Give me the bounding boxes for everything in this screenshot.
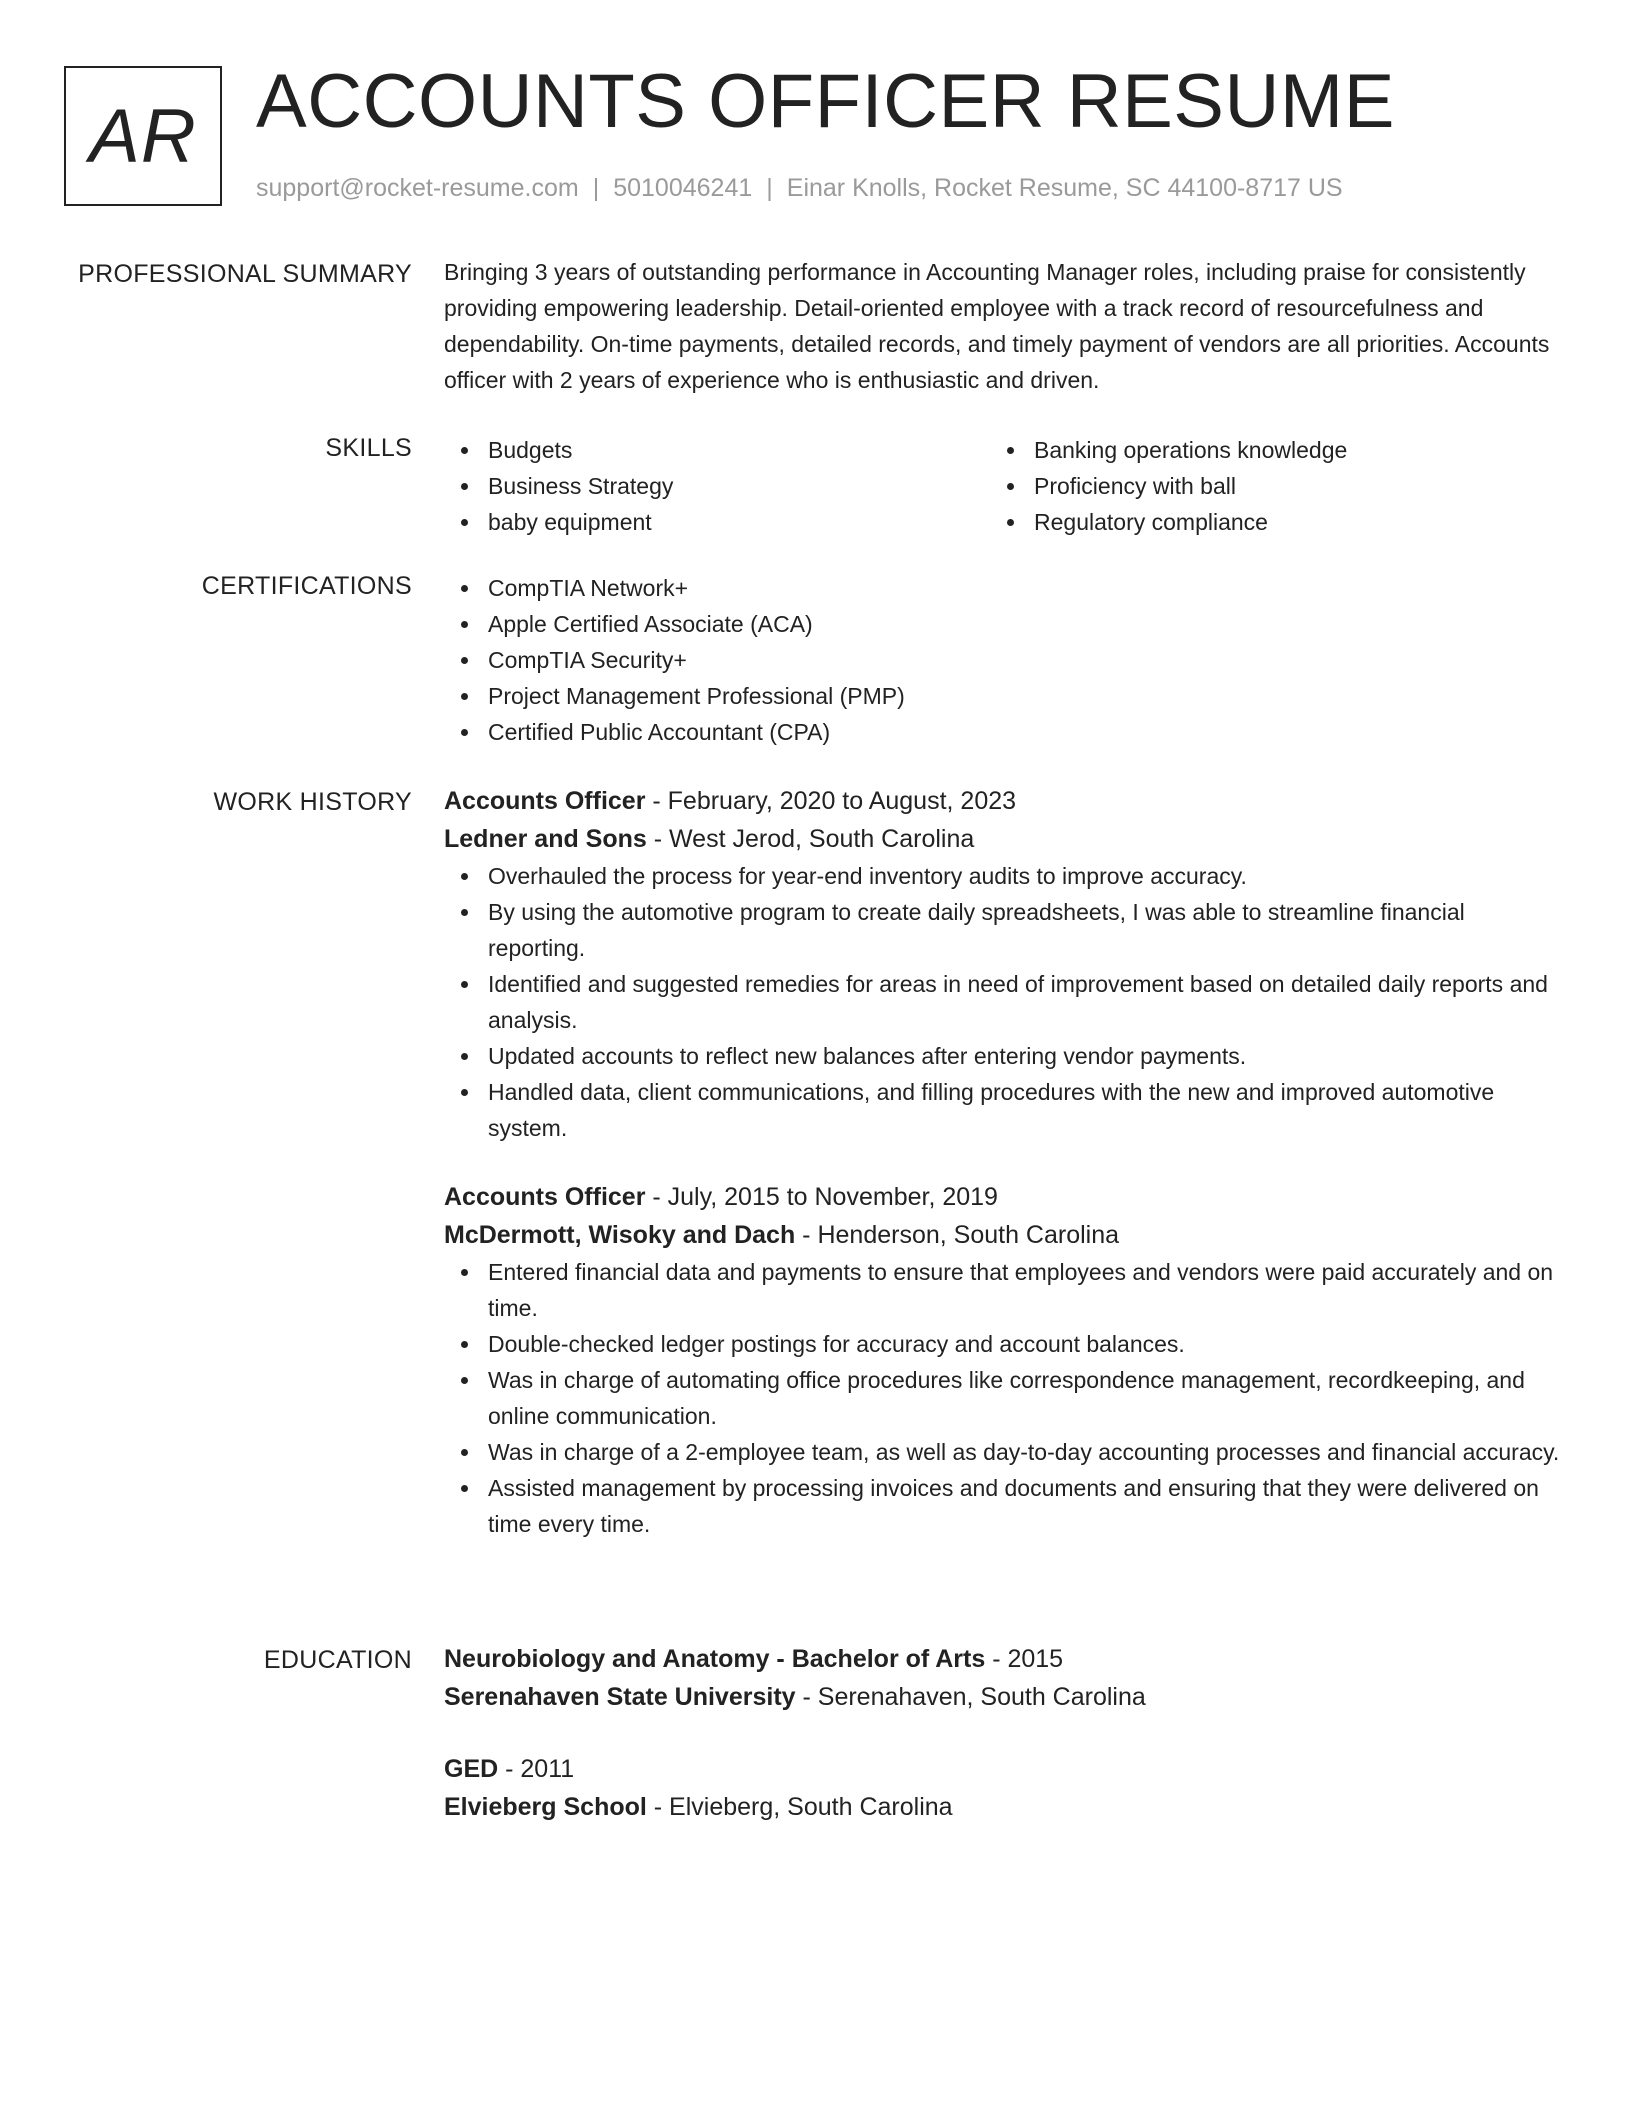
job-entry: [444, 1178, 1564, 1542]
section-label-certifications: CERTIFICATIONS: [201, 572, 412, 600]
skill-item: Proficiency with ball: [990, 468, 1536, 504]
summary-text: Bringing 3 years of outstanding performance in Accounting Manager roles, including praise for consistently providing empowering leadership. Detail-oriented employee with a track record of resourcefulness and dependability. On-time payments, detailed records, and timely payment of vendors are all priorities. Accounts officer with 2 years of experience who is enthusiastic and driven.: [444, 259, 1550, 393]
contact-phone[interactable]: 5010046241: [613, 174, 753, 202]
education-school-line: [444, 1788, 1564, 1826]
skills-body: [444, 432, 1564, 540]
education-year: - 2015: [985, 1645, 1064, 1673]
job-bullet-list: [444, 1254, 1564, 1542]
education-location: - Elvieberg, South Carolina: [646, 1793, 953, 1821]
job-title-line: [444, 782, 1564, 820]
job-title-line: [444, 1178, 1564, 1216]
skills-list-right: [990, 432, 1536, 540]
resume-title: ACCOUNTS OFFICER RESUME: [256, 59, 1395, 144]
job-bullet: Was in charge of a 2-employee team, as well as day-to-day accounting processes and financial accuracy.: [444, 1434, 1564, 1470]
job-bullet: Handled data, client communications, and filling procedures with the new and improved automotive system.: [444, 1074, 1564, 1146]
skill-item: baby equipment: [444, 504, 990, 540]
contact-line: [256, 172, 1343, 204]
skill-item: Regulatory compliance: [990, 504, 1536, 540]
job-bullet-list: [444, 858, 1564, 1146]
skill-item: Business Strategy: [444, 468, 990, 504]
certifications-list: [444, 570, 1564, 750]
certification-item: CompTIA Network+: [444, 570, 1564, 606]
contact-address: Einar Knolls, Rocket Resume, SC 44100-8717 US: [786, 174, 1343, 202]
job-title: Accounts Officer: [444, 787, 646, 815]
certification-item: CompTIA Security+: [444, 642, 1564, 678]
work-history-body: [444, 782, 1564, 1542]
education-school: Serenahaven State University: [444, 1683, 796, 1711]
job-bullet: Overhauled the process for year-end inventory audits to improve accuracy.: [444, 858, 1564, 894]
job-bullet: By using the automotive program to create daily spreadsheets, I was able to streamline financial reporting.: [444, 894, 1564, 966]
skill-item: Budgets: [444, 432, 990, 468]
job-bullet: Was in charge of automating office procedures like correspondence management, recordkeeping, and online communication.: [444, 1362, 1564, 1434]
certifications-body: [444, 570, 1564, 750]
job-bullet: Updated accounts to reflect new balances after entering vendor payments.: [444, 1038, 1564, 1074]
certification-item: Project Management Professional (PMP): [444, 678, 1564, 714]
job-bullet: Double-checked ledger postings for accuracy and account balances.: [444, 1326, 1564, 1362]
job-location: - Henderson, South Carolina: [795, 1221, 1120, 1249]
monogram-badge: AR: [64, 66, 222, 206]
job-company-line: [444, 820, 1564, 858]
contact-email[interactable]: support@rocket-resume.com: [256, 174, 579, 202]
education-location: - Serenahaven, South Carolina: [795, 1683, 1146, 1711]
education-year: - 2011: [498, 1755, 575, 1783]
job-bullet: Identified and suggested remedies for areas in need of improvement based on detailed daily reports and analysis.: [444, 966, 1564, 1038]
job-entry: [444, 782, 1564, 1146]
skills-list-left: [444, 432, 990, 540]
section-label-education: EDUCATION: [263, 1646, 412, 1674]
job-dates: - February, 2020 to August, 2023: [645, 787, 1017, 815]
education-school-line: [444, 1678, 1564, 1716]
education-entry: [444, 1750, 1564, 1826]
job-location: - West Jerod, South Carolina: [646, 825, 975, 853]
education-degree: GED: [444, 1755, 499, 1783]
section-label-summary: PROFESSIONAL SUMMARY: [78, 260, 412, 288]
education-degree: Neurobiology and Anatomy - Bachelor of Arts: [444, 1645, 986, 1673]
contact-separator: |: [766, 174, 773, 202]
job-bullet: Assisted management by processing invoices and documents and ensuring that they were delivered on time every time.: [444, 1470, 1564, 1542]
job-company: McDermott, Wisoky and Dach: [444, 1221, 796, 1249]
education-body: [444, 1640, 1564, 1826]
job-company-line: [444, 1216, 1564, 1254]
job-title: Accounts Officer: [444, 1183, 646, 1211]
skill-item: Banking operations knowledge: [990, 432, 1536, 468]
education-school: Elvieberg School: [444, 1793, 647, 1821]
summary-body: [444, 258, 1564, 402]
education-degree-line: [444, 1640, 1564, 1678]
skills-grid: [444, 432, 1564, 540]
certification-item: Apple Certified Associate (ACA): [444, 606, 1564, 642]
job-company: Ledner and Sons: [444, 825, 647, 853]
job-bullet: Entered financial data and payments to ensure that employees and vendors were paid accurately and on time.: [444, 1254, 1564, 1326]
contact-separator: |: [592, 174, 600, 202]
education-degree-line: [444, 1750, 1564, 1788]
certification-item: Certified Public Accountant (CPA): [444, 714, 1564, 750]
job-dates: - July, 2015 to November, 2019: [645, 1183, 998, 1211]
education-entry: [444, 1640, 1564, 1716]
section-label-work-history: WORK HISTORY: [213, 788, 412, 816]
section-label-skills: SKILLS: [325, 434, 412, 462]
